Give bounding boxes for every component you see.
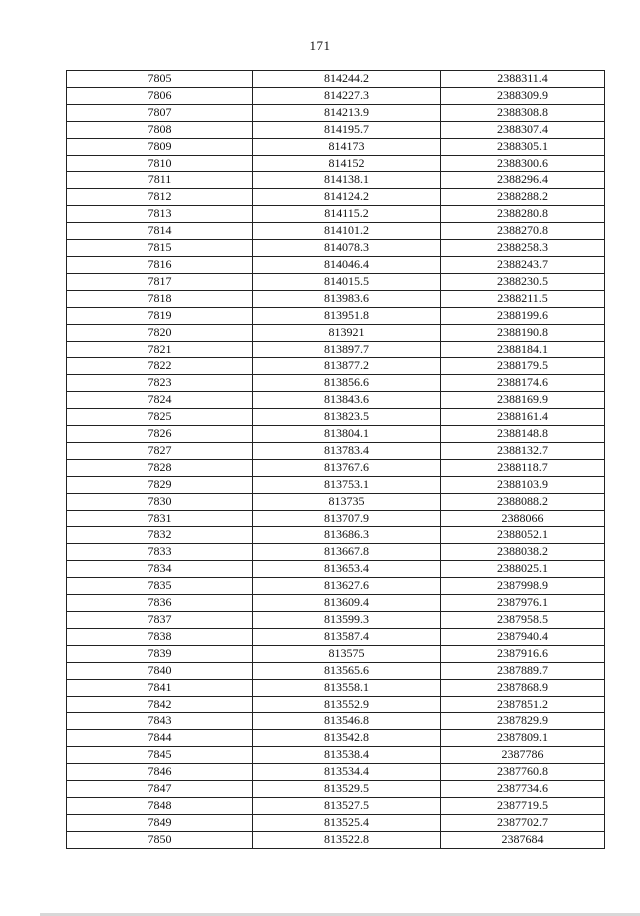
x-coordinate-cell: 813527.5 <box>253 797 441 814</box>
x-coordinate-cell: 813667.8 <box>253 544 441 561</box>
y-coordinate-cell: 2387702.7 <box>441 814 605 831</box>
x-coordinate-cell: 813534.4 <box>253 764 441 781</box>
table-row <box>67 256 605 273</box>
point-id-cell: 7819 <box>67 307 253 324</box>
y-coordinate-cell: 2388161.4 <box>441 409 605 426</box>
y-coordinate-cell: 2387809.1 <box>441 730 605 747</box>
point-id-cell: 7811 <box>67 172 253 189</box>
point-id-cell: 7817 <box>67 273 253 290</box>
x-coordinate-cell: 813823.5 <box>253 409 441 426</box>
y-coordinate-cell: 2388211.5 <box>441 290 605 307</box>
point-id-cell: 7806 <box>67 87 253 104</box>
table-row <box>67 138 605 155</box>
table-body <box>67 71 605 849</box>
point-id-cell: 7835 <box>67 578 253 595</box>
point-id-cell: 7816 <box>67 256 253 273</box>
y-coordinate-cell: 2388103.9 <box>441 476 605 493</box>
y-coordinate-cell: 2388148.8 <box>441 426 605 443</box>
table-row <box>67 764 605 781</box>
x-coordinate-cell: 813558.1 <box>253 679 441 696</box>
y-coordinate-cell: 2388174.6 <box>441 375 605 392</box>
x-coordinate-cell: 813856.6 <box>253 375 441 392</box>
x-coordinate-cell: 813575 <box>253 645 441 662</box>
x-coordinate-cell: 813522.8 <box>253 831 441 848</box>
x-coordinate-cell: 813587.4 <box>253 628 441 645</box>
point-id-cell: 7818 <box>67 290 253 307</box>
y-coordinate-cell: 2387829.9 <box>441 713 605 730</box>
x-coordinate-cell: 813565.6 <box>253 662 441 679</box>
point-id-cell: 7836 <box>67 595 253 612</box>
y-coordinate-cell: 2388311.4 <box>441 71 605 88</box>
point-id-cell: 7844 <box>67 730 253 747</box>
coordinates-table <box>66 70 605 849</box>
point-id-cell: 7821 <box>67 341 253 358</box>
x-coordinate-cell: 813542.8 <box>253 730 441 747</box>
y-coordinate-cell: 2388288.2 <box>441 189 605 206</box>
x-coordinate-cell: 813529.5 <box>253 781 441 798</box>
point-id-cell: 7810 <box>67 155 253 172</box>
x-coordinate-cell: 813538.4 <box>253 747 441 764</box>
y-coordinate-cell: 2387998.9 <box>441 578 605 595</box>
table-row <box>67 476 605 493</box>
x-coordinate-cell: 813653.4 <box>253 561 441 578</box>
table-row <box>67 273 605 290</box>
y-coordinate-cell: 2387734.6 <box>441 781 605 798</box>
point-id-cell: 7824 <box>67 392 253 409</box>
table-row <box>67 696 605 713</box>
table-row <box>67 324 605 341</box>
x-coordinate-cell: 813897.7 <box>253 341 441 358</box>
point-id-cell: 7833 <box>67 544 253 561</box>
point-id-cell: 7807 <box>67 104 253 121</box>
point-id-cell: 7843 <box>67 713 253 730</box>
x-coordinate-cell: 813609.4 <box>253 595 441 612</box>
table-row <box>67 87 605 104</box>
table-row <box>67 544 605 561</box>
table-row <box>67 814 605 831</box>
x-coordinate-cell: 814152 <box>253 155 441 172</box>
x-coordinate-cell: 814173 <box>253 138 441 155</box>
table-row <box>67 730 605 747</box>
y-coordinate-cell: 2388300.6 <box>441 155 605 172</box>
point-id-cell: 7820 <box>67 324 253 341</box>
point-id-cell: 7826 <box>67 426 253 443</box>
table-row <box>67 527 605 544</box>
table-row <box>67 104 605 121</box>
table-row <box>67 510 605 527</box>
point-id-cell: 7845 <box>67 747 253 764</box>
x-coordinate-cell: 813877.2 <box>253 358 441 375</box>
point-id-cell: 7828 <box>67 459 253 476</box>
table-row <box>67 831 605 848</box>
table-row <box>67 781 605 798</box>
point-id-cell: 7805 <box>67 71 253 88</box>
coordinates-table-container <box>66 70 604 849</box>
x-coordinate-cell: 814227.3 <box>253 87 441 104</box>
table-row <box>67 172 605 189</box>
point-id-cell: 7813 <box>67 206 253 223</box>
table-row <box>67 561 605 578</box>
x-coordinate-cell: 814244.2 <box>253 71 441 88</box>
point-id-cell: 7829 <box>67 476 253 493</box>
point-id-cell: 7834 <box>67 561 253 578</box>
y-coordinate-cell: 2388230.5 <box>441 273 605 290</box>
y-coordinate-cell: 2388169.9 <box>441 392 605 409</box>
y-coordinate-cell: 2388179.5 <box>441 358 605 375</box>
point-id-cell: 7831 <box>67 510 253 527</box>
point-id-cell: 7838 <box>67 628 253 645</box>
point-id-cell: 7823 <box>67 375 253 392</box>
x-coordinate-cell: 814101.2 <box>253 223 441 240</box>
table-row <box>67 240 605 257</box>
table-row <box>67 459 605 476</box>
point-id-cell: 7837 <box>67 612 253 629</box>
x-coordinate-cell: 814015.5 <box>253 273 441 290</box>
x-coordinate-cell: 813627.6 <box>253 578 441 595</box>
x-coordinate-cell: 813921 <box>253 324 441 341</box>
table-row <box>67 392 605 409</box>
table-row <box>67 121 605 138</box>
y-coordinate-cell: 2387851.2 <box>441 696 605 713</box>
x-coordinate-cell: 814046.4 <box>253 256 441 273</box>
y-coordinate-cell: 2387940.4 <box>441 628 605 645</box>
table-row <box>67 206 605 223</box>
table-row <box>67 662 605 679</box>
y-coordinate-cell: 2387760.8 <box>441 764 605 781</box>
x-coordinate-cell: 814115.2 <box>253 206 441 223</box>
point-id-cell: 7809 <box>67 138 253 155</box>
table-row <box>67 578 605 595</box>
y-coordinate-cell: 2387958.5 <box>441 612 605 629</box>
y-coordinate-cell: 2387719.5 <box>441 797 605 814</box>
x-coordinate-cell: 813546.8 <box>253 713 441 730</box>
point-id-cell: 7849 <box>67 814 253 831</box>
table-row <box>67 612 605 629</box>
x-coordinate-cell: 813804.1 <box>253 426 441 443</box>
x-coordinate-cell: 813767.6 <box>253 459 441 476</box>
y-coordinate-cell: 2388296.4 <box>441 172 605 189</box>
point-id-cell: 7808 <box>67 121 253 138</box>
y-coordinate-cell: 2388309.9 <box>441 87 605 104</box>
table-row <box>67 628 605 645</box>
x-coordinate-cell: 813843.6 <box>253 392 441 409</box>
point-id-cell: 7815 <box>67 240 253 257</box>
y-coordinate-cell: 2387916.6 <box>441 645 605 662</box>
point-id-cell: 7847 <box>67 781 253 798</box>
point-id-cell: 7846 <box>67 764 253 781</box>
y-coordinate-cell: 2387889.7 <box>441 662 605 679</box>
point-id-cell: 7839 <box>67 645 253 662</box>
x-coordinate-cell: 814138.1 <box>253 172 441 189</box>
table-row <box>67 409 605 426</box>
point-id-cell: 7850 <box>67 831 253 848</box>
point-id-cell: 7848 <box>67 797 253 814</box>
table-row <box>67 290 605 307</box>
table-row <box>67 747 605 764</box>
point-id-cell: 7840 <box>67 662 253 679</box>
table-row <box>67 679 605 696</box>
point-id-cell: 7825 <box>67 409 253 426</box>
x-coordinate-cell: 813983.6 <box>253 290 441 307</box>
table-row <box>67 797 605 814</box>
y-coordinate-cell: 2388307.4 <box>441 121 605 138</box>
y-coordinate-cell: 2388258.3 <box>441 240 605 257</box>
point-id-cell: 7827 <box>67 442 253 459</box>
point-id-cell: 7830 <box>67 493 253 510</box>
y-coordinate-cell: 2388118.7 <box>441 459 605 476</box>
x-coordinate-cell: 813783.4 <box>253 442 441 459</box>
y-coordinate-cell: 2388199.6 <box>441 307 605 324</box>
x-coordinate-cell: 813951.8 <box>253 307 441 324</box>
x-coordinate-cell: 814078.3 <box>253 240 441 257</box>
point-id-cell: 7814 <box>67 223 253 240</box>
table-row <box>67 595 605 612</box>
x-coordinate-cell: 813707.9 <box>253 510 441 527</box>
x-coordinate-cell: 813552.9 <box>253 696 441 713</box>
table-row <box>67 307 605 324</box>
table-row <box>67 71 605 88</box>
y-coordinate-cell: 2388052.1 <box>441 527 605 544</box>
y-coordinate-cell: 2388038.2 <box>441 544 605 561</box>
table-row <box>67 189 605 206</box>
y-coordinate-cell: 2387684 <box>441 831 605 848</box>
x-coordinate-cell: 814213.9 <box>253 104 441 121</box>
x-coordinate-cell: 813686.3 <box>253 527 441 544</box>
x-coordinate-cell: 814195.7 <box>253 121 441 138</box>
point-id-cell: 7841 <box>67 679 253 696</box>
y-coordinate-cell: 2388190.8 <box>441 324 605 341</box>
y-coordinate-cell: 2388305.1 <box>441 138 605 155</box>
y-coordinate-cell: 2388184.1 <box>441 341 605 358</box>
point-id-cell: 7832 <box>67 527 253 544</box>
y-coordinate-cell: 2387976.1 <box>441 595 605 612</box>
page-number: 171 <box>309 38 331 53</box>
y-coordinate-cell: 2388132.7 <box>441 442 605 459</box>
x-coordinate-cell: 814124.2 <box>253 189 441 206</box>
y-coordinate-cell: 2387868.9 <box>441 679 605 696</box>
point-id-cell: 7822 <box>67 358 253 375</box>
y-coordinate-cell: 2387786 <box>441 747 605 764</box>
table-row <box>67 426 605 443</box>
table-row <box>67 713 605 730</box>
x-coordinate-cell: 813525.4 <box>253 814 441 831</box>
table-row <box>67 341 605 358</box>
x-coordinate-cell: 813735 <box>253 493 441 510</box>
x-coordinate-cell: 813753.1 <box>253 476 441 493</box>
table-row <box>67 645 605 662</box>
table-row <box>67 223 605 240</box>
y-coordinate-cell: 2388088.2 <box>441 493 605 510</box>
table-row <box>67 155 605 172</box>
point-id-cell: 7842 <box>67 696 253 713</box>
table-row <box>67 493 605 510</box>
y-coordinate-cell: 2388270.8 <box>441 223 605 240</box>
table-row <box>67 442 605 459</box>
y-coordinate-cell: 2388243.7 <box>441 256 605 273</box>
y-coordinate-cell: 2388308.8 <box>441 104 605 121</box>
x-coordinate-cell: 813599.3 <box>253 612 441 629</box>
y-coordinate-cell: 2388025.1 <box>441 561 605 578</box>
table-row <box>67 358 605 375</box>
table-row <box>67 375 605 392</box>
y-coordinate-cell: 2388066 <box>441 510 605 527</box>
y-coordinate-cell: 2388280.8 <box>441 206 605 223</box>
point-id-cell: 7812 <box>67 189 253 206</box>
